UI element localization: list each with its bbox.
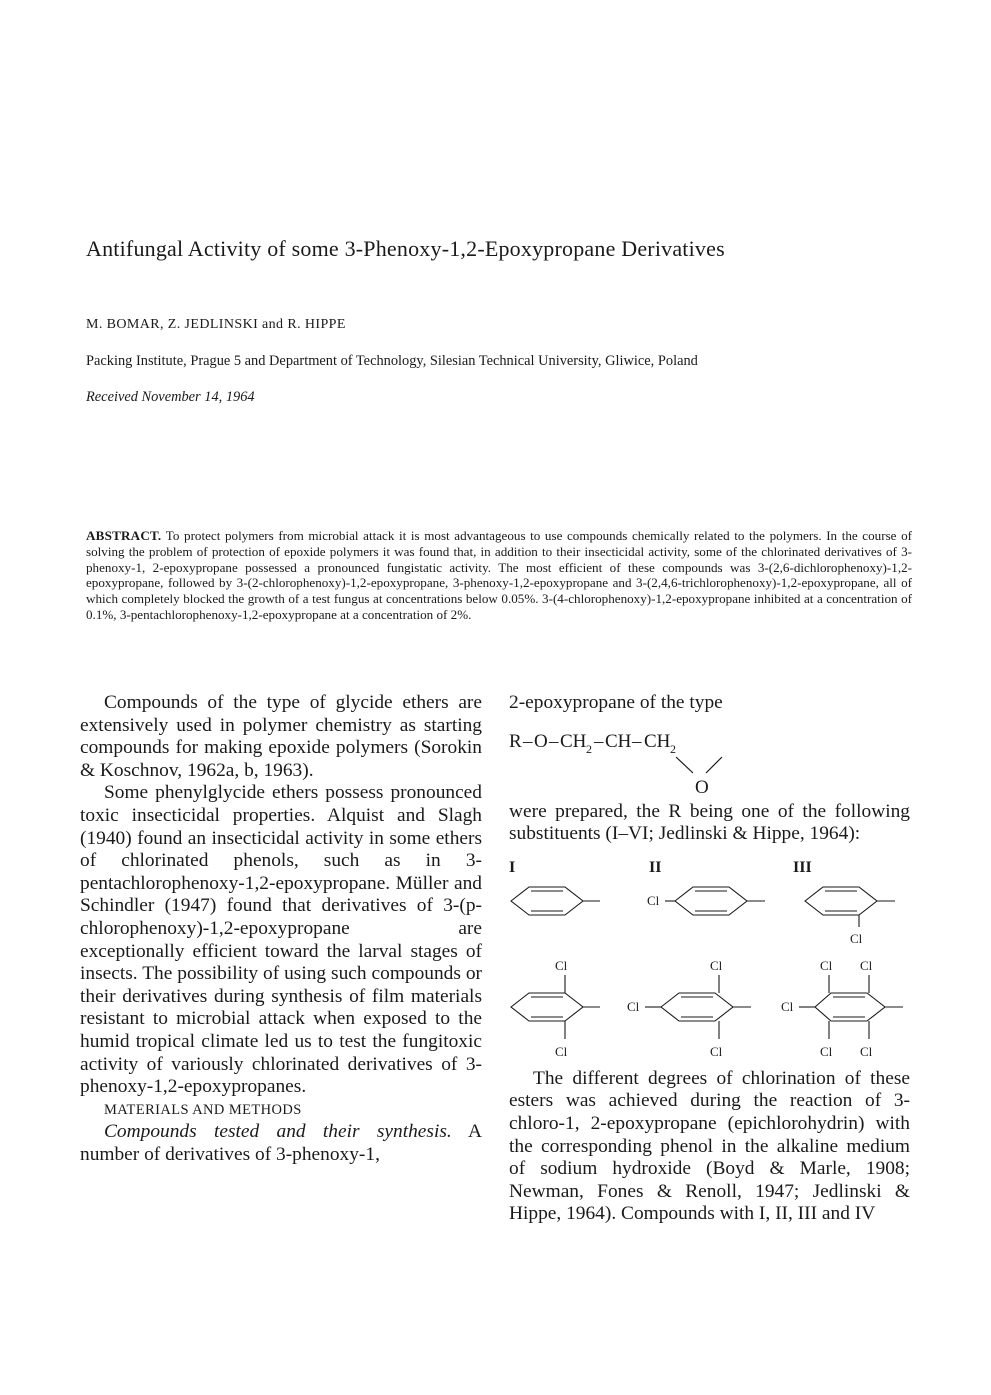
subsection-heading: Compounds tested and their synthesis.	[104, 1121, 452, 1143]
abstract-label: ABSTRACT.	[86, 528, 162, 543]
formula-oxygen: O	[695, 776, 709, 795]
formula-o: O	[534, 730, 548, 752]
struct-iii-cl: Cl	[850, 930, 863, 946]
abstract	[86, 528, 912, 623]
struct-vi-cl-top-left: Cl	[820, 957, 833, 973]
methods-paragraph	[80, 1121, 482, 1166]
methods-text: A number of derivatives of 3-phenoxy-1,	[80, 1121, 482, 1165]
struct-ii-cl: Cl	[647, 892, 660, 908]
substituent-paragraph: were prepared, the R being one of the following substituents (I–VI; Jedlinski & Hippe, 1964):	[509, 800, 910, 845]
chlorination-paragraph: The different degrees of chlorination of these esters was achieved during the reaction of 3-chloro-1, 2-epoxypropane (epichlorohydrin) with the corresponding phenol in the alkaline medium of sodium hydroxide (Boyd & Marle, 1908; Newman, Fones & Renoll, 1947; Jedlinski & Hippe, 1964). Compounds with I, II, III and IV	[509, 1067, 910, 1225]
insecticide-paragraph: Some phenylglycide ethers possess pronounced toxic insecticidal properties. Alquist and Slagh (1940) found an insecticidal activity in some ethers of chlorinated phenols, such as in 3-pentachlorophenoxy-1,2-epoxypropane. Müller and Schindler (1947) found that derivatives of 3-(p-chlorophenoxy)-1,2-epoxypropane are exceptionally efficient toward the larval stages of insects. The possibility of using such compounds or their derivatives during synthesis of film materials resistant to microbial attack when exposed to the humid tropical climate led us to test the fungitoxic activity of variously chlorinated derivatives of 3-phenoxy-1,2-epoxypropanes.	[80, 782, 482, 1098]
formula-ch-c: CH	[644, 730, 671, 752]
struct-v-cl-bottom: Cl	[710, 1043, 723, 1059]
formula-dash-2: –	[549, 730, 559, 752]
struct-vi-cl-left: Cl	[781, 998, 794, 1014]
author-list: M. BOMAR, Z. JEDLINSKI and R. HIPPE	[86, 317, 346, 332]
struct-iv-ring	[511, 975, 600, 1039]
epoxide-bond-right	[706, 757, 722, 773]
struct-vi-cl-top-right: Cl	[860, 957, 873, 973]
struct-label-iii: III	[793, 858, 812, 876]
epoxypropane-formula	[509, 721, 910, 795]
page-title: Antifungal Activity of some 3-Phenoxy-1,2-Epoxypropane Derivatives	[86, 236, 725, 261]
struct-iv-cl-bottom: Cl	[555, 1043, 568, 1059]
abstract-text: To protect polymers from microbial attack it is most advantageous to use compounds chemically related to the polymers. In the course of solving the problem of protection of epoxide polymers it was found that, in addition to their insecticidal activity, some of the chlorinated derivatives of 3-phenoxy-1, 2-epoxypropane possessed a pronounced fungistatic activity. The most efficient of these compounds was 3-(2,6-dichlorophenoxy)-1,2-epoxypropane, followed by 3-(2-chlorophenoxy)-1,2-epoxypropane, 3-phenoxy-1,2-epoxypropane and 3-(2,4,6-trichlorophenoxy)-1,2-epoxypropane, all of which completely blocked the growth of a test fungus at concentrations below 0.05%. 3-(4-chlorophenoxy)-1,2-epoxypropane inhibited at a concentration of 0.1%, 3-pentachlorophenoxy-1,2-epoxypropane at a concentration of 2%.	[86, 528, 912, 622]
formula-sub-a: 2	[586, 741, 592, 756]
formula-ch-a: CH	[560, 730, 587, 752]
formula-dash-3: –	[594, 730, 604, 752]
formula-dash-4: –	[632, 730, 642, 752]
right-column	[509, 692, 910, 1226]
struct-v-cl-left: Cl	[627, 998, 640, 1014]
affiliation: Packing Institute, Prague 5 and Department of Technology, Silesian Technical University, Gliwice, Poland	[86, 353, 698, 369]
formula-r: R	[509, 730, 522, 752]
formula-svg	[509, 721, 809, 795]
substituent-structures	[509, 858, 910, 1068]
formula-sub-c: 2	[670, 741, 676, 756]
structures-svg	[509, 858, 910, 1068]
epoxide-bond-left	[676, 757, 693, 773]
struct-v-cl-top: Cl	[710, 957, 723, 973]
struct-vi-cl-bottom-left: Cl	[820, 1043, 833, 1059]
formula-dash-1: –	[523, 730, 533, 752]
left-column	[80, 692, 482, 1166]
type-line: 2-epoxypropane of the type	[509, 692, 723, 713]
intro-paragraph: Compounds of the type of glycide ethers are extensively used in polymer chemistry as starting compounds for making epoxide polymers (Sorokin & Koschnov, 1962a, b, 1963).	[80, 692, 482, 781]
struct-vi-cl-bottom-right: Cl	[860, 1043, 873, 1059]
struct-vi-ring	[799, 975, 903, 1039]
section-heading: MATERIALS AND METHODS	[104, 1101, 302, 1118]
struct-v-ring	[645, 975, 751, 1039]
received-date: Received November 14, 1964	[86, 389, 255, 405]
struct-ii-ring	[665, 887, 765, 915]
struct-label-i: I	[509, 858, 516, 876]
formula-ch-b: CH	[605, 730, 632, 752]
struct-i-ring	[511, 887, 600, 915]
struct-iii-ring	[805, 887, 895, 927]
struct-iv-cl-top: Cl	[555, 957, 568, 973]
struct-label-ii: II	[649, 858, 662, 876]
